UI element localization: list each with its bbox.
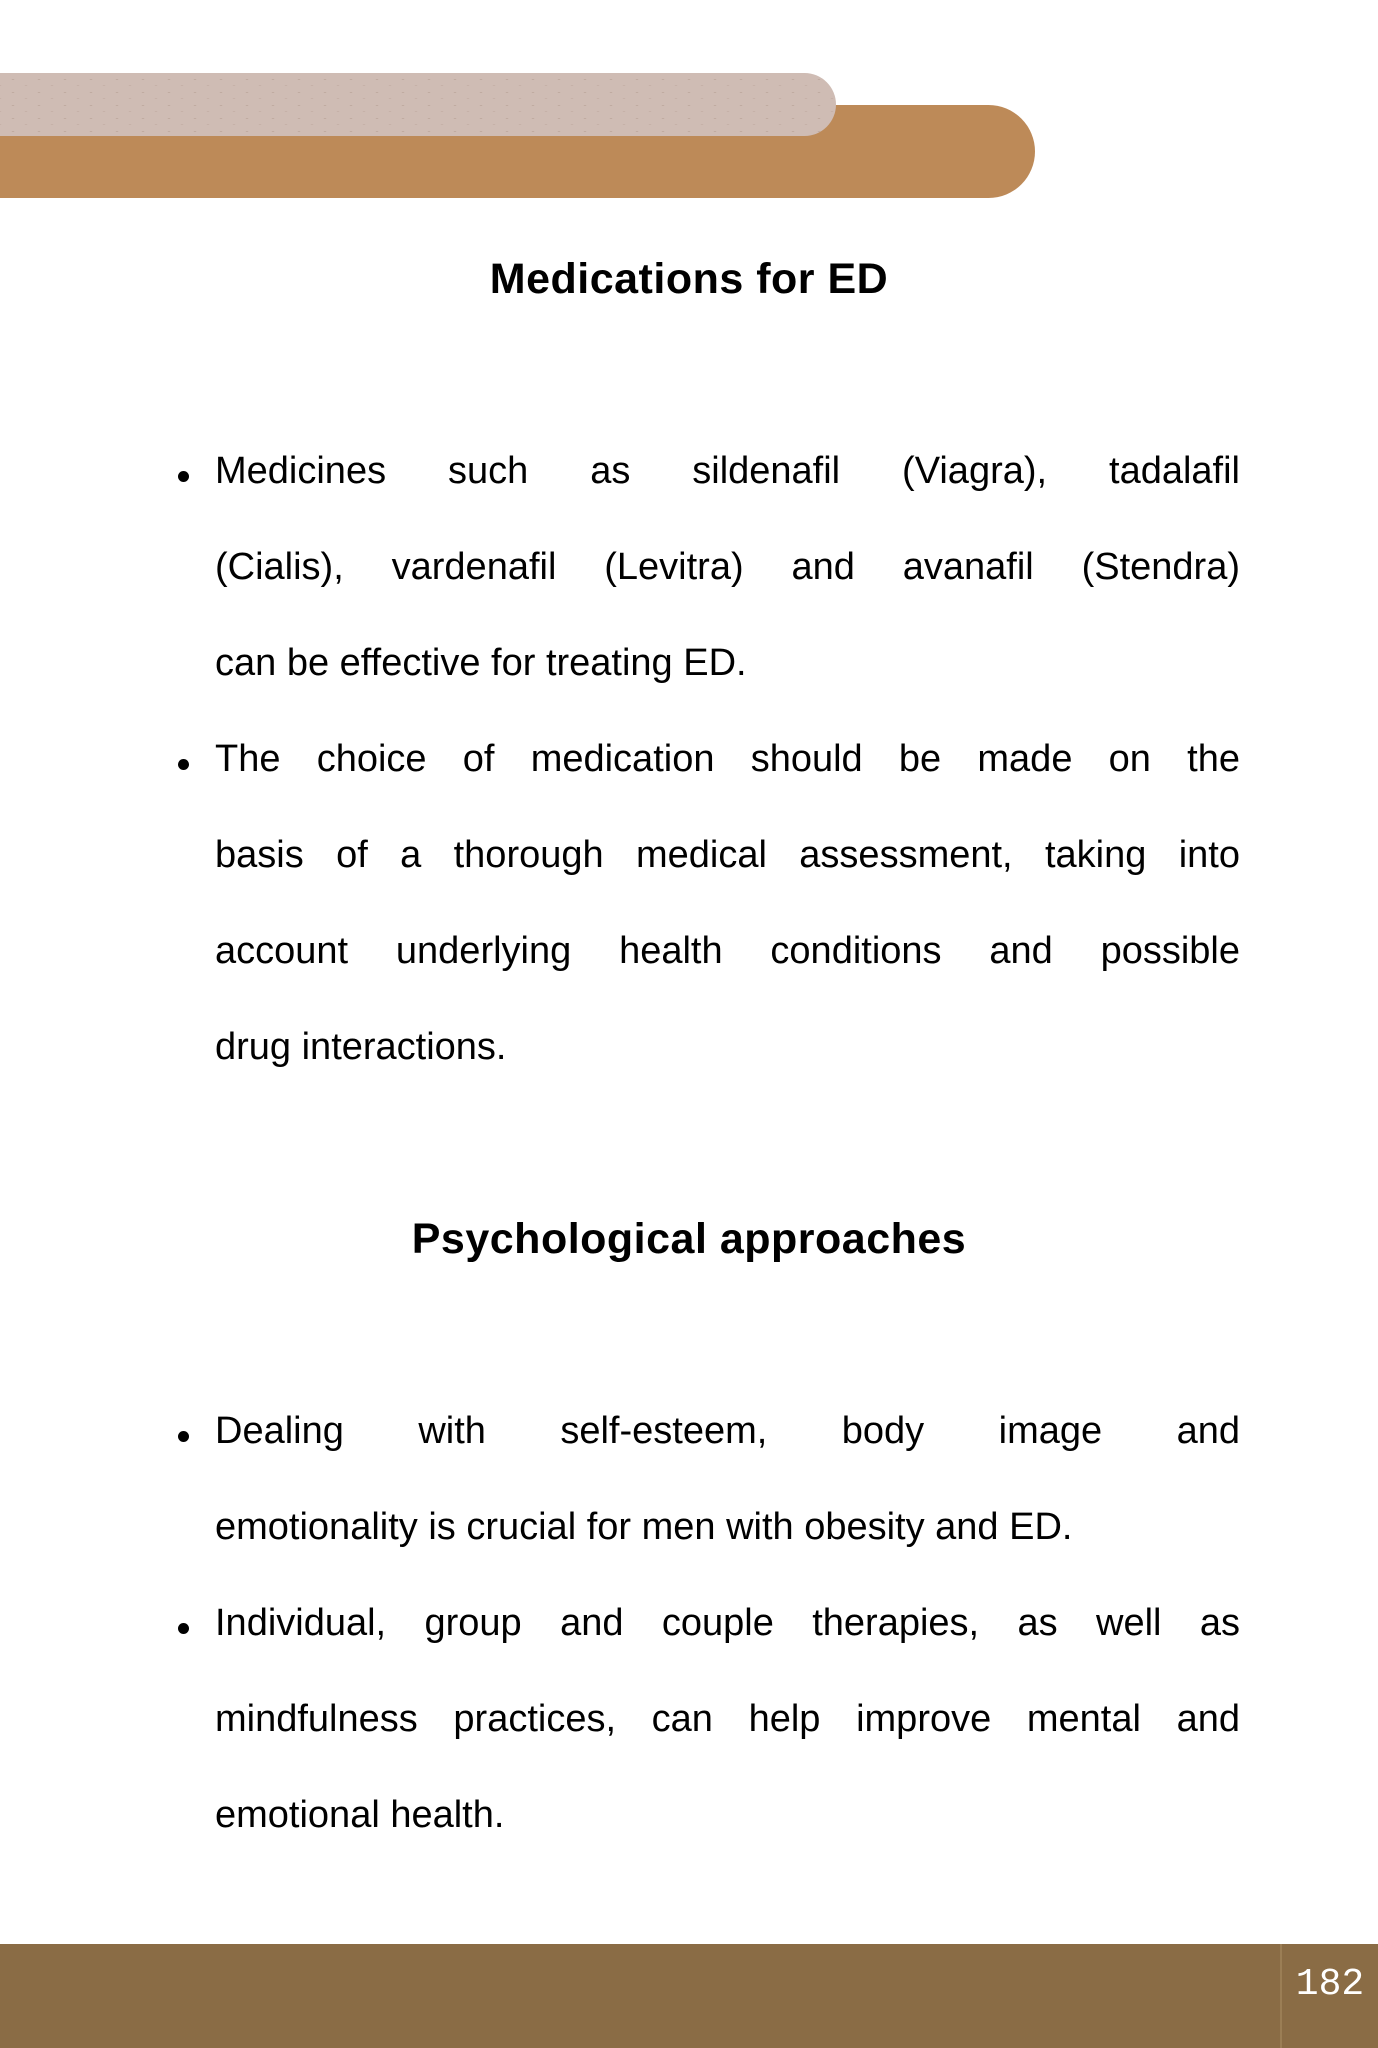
bullet-text-line: basis of a thorough medical assessment, taking into — [215, 834, 1240, 876]
bullet-text-line: drug interactions. — [215, 1026, 507, 1068]
bullet-item — [215, 1575, 1240, 1863]
bullet-text-line: mindfulness practices, can help improve mental and — [215, 1698, 1240, 1740]
bullet-text-line: emotional health. — [215, 1794, 505, 1836]
bullet-text-line: The choice of medication should be made on the — [215, 738, 1240, 780]
bullet-item — [215, 711, 1240, 1095]
bullet-text-line: emotionality is crucial for men with obesity and ED. — [215, 1506, 1073, 1548]
bullet-text-line: Individual, group and couple therapies, as well as — [215, 1602, 1240, 1644]
section-heading-medications: Medications for ED — [489, 255, 889, 303]
bullet-text-line: Medicines such as sildenafil (Viagra), tadalafil — [215, 450, 1240, 492]
bullet-list-medications — [215, 423, 1240, 1095]
bullet-item — [215, 1383, 1240, 1575]
bullet-text-line: Dealing with self-esteem, body image and — [215, 1410, 1240, 1452]
bullet-text-line: (Cialis), vardenafil (Levitra) and avanafil (Stendra) — [215, 546, 1240, 588]
header-decoration-beige-bar — [0, 73, 836, 136]
page-number: 182 — [1295, 1963, 1365, 2006]
bullet-item — [215, 423, 1240, 711]
bullet-marker-icon — [178, 471, 189, 482]
bullet-list-psychological — [215, 1383, 1240, 1863]
bullet-marker-icon — [178, 759, 189, 770]
bullet-marker-icon — [178, 1623, 189, 1634]
footer-bar — [0, 1944, 1378, 2048]
bullet-text-line: can be effective for treating ED. — [215, 642, 747, 684]
bullet-text-line: account underlying health conditions and possible — [215, 930, 1240, 972]
page-content — [0, 231, 1378, 1863]
bullet-marker-icon — [178, 1431, 189, 1442]
section-heading-psychological: Psychological approaches — [411, 1215, 967, 1263]
section-medications — [0, 231, 1378, 1095]
section-psychological — [0, 1191, 1378, 1863]
